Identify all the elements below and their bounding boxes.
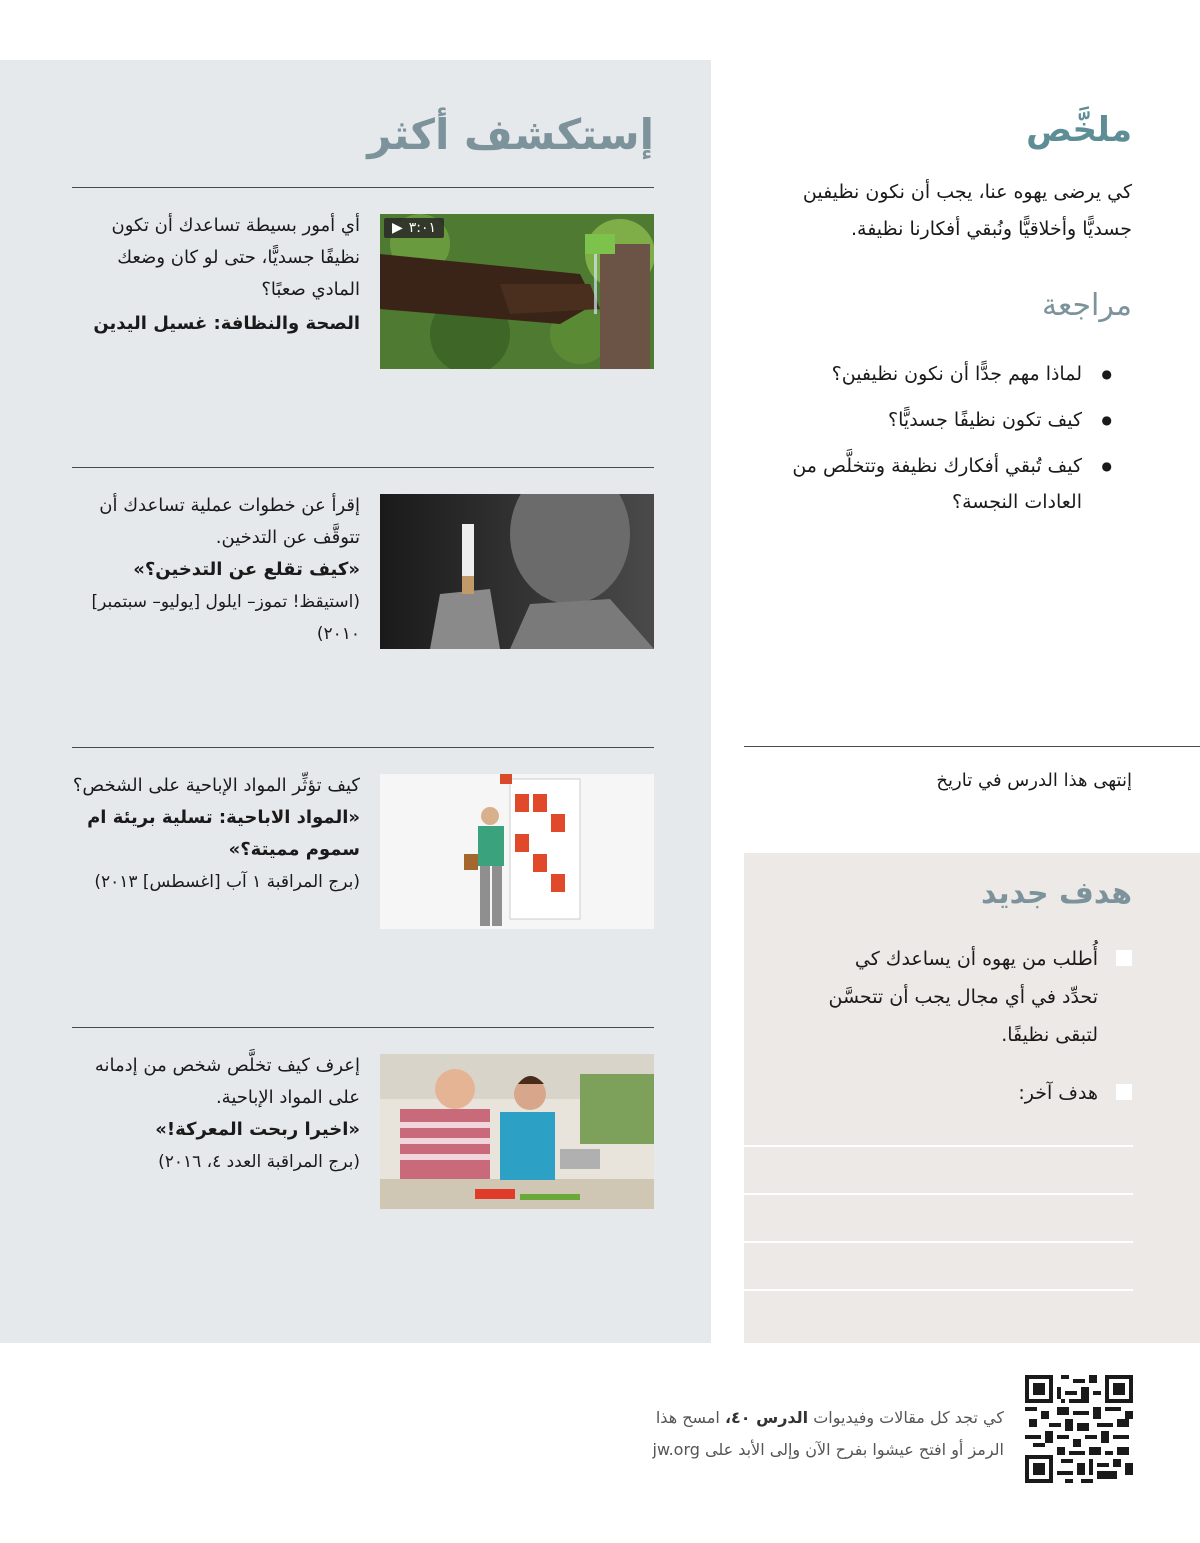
kitchen-couple-image <box>380 1054 654 1209</box>
resource-source: (استيقظ! تموز– ايلول [يوليو– سبتمبر] ٢٠١٠) <box>91 592 360 644</box>
resource-link[interactable]: «اخيرا ربحت المعركة!» <box>155 1119 360 1140</box>
divider <box>72 747 654 748</box>
goal-title: هدف جديد <box>981 876 1132 911</box>
goal-item: أُطلب من يهوه أن يساعدك كي تحدِّد في أي مجال يجب أن تتحسَّن لتبقى نظيفًا. <box>828 948 1098 1046</box>
resource-source: (برج المراقبة ١ آب [اغسطس] ٢٠١٣) <box>94 872 360 892</box>
finished-date-label: إنتهى هذا الدرس في تاريخ <box>936 770 1132 791</box>
divider <box>744 746 1200 747</box>
review-title: مراجعة <box>1041 288 1132 323</box>
summary-text: كي يرضى يهوه عنا، يجب أن نكون نظيفين جسديًّا وأخلاقيًّا ونُبقي أفكارنا نظيفة. <box>802 181 1132 240</box>
writing-line[interactable] <box>744 1241 1133 1243</box>
resource-source: (برج المراقبة العدد ٤، ٢٠١٦) <box>158 1152 360 1172</box>
footer-lesson: الدرس ٤٠، <box>724 1408 809 1427</box>
resource-text <box>72 1050 360 1178</box>
resource-desc: إقرأ عن خطوات عملية تساعدك أن تتوقَّف عن التدخين. <box>99 495 360 548</box>
review-list <box>742 356 1082 530</box>
writing-line[interactable] <box>744 1145 1133 1147</box>
bookstore-man-image <box>380 774 654 929</box>
footer-text-pre: كي تجد كل مقالات وفيديوات <box>813 1408 1004 1427</box>
writing-line[interactable] <box>744 1289 1133 1291</box>
resource-text <box>72 210 360 340</box>
resource-thumbnail-hands[interactable] <box>380 214 654 369</box>
divider <box>72 467 654 468</box>
resource-thumbnail-smoking[interactable] <box>380 494 654 649</box>
resource-text <box>72 770 360 898</box>
resource-thumbnail-bookstore[interactable] <box>380 774 654 929</box>
resource-link[interactable]: الصحة والنظافة: غسيل اليدين <box>93 313 360 334</box>
goal-checkbox[interactable] <box>1116 1084 1132 1100</box>
explore-title: إستكشف أكثر <box>367 110 654 159</box>
play-icon: ▶ <box>392 220 403 236</box>
writing-line[interactable] <box>744 1193 1133 1195</box>
resource-text <box>72 490 360 650</box>
review-question: ● كيف تكون نظيفًا جسديًّا؟ <box>742 402 1082 438</box>
resource-desc: إعرف كيف تخلَّص شخص من إدمانه على المواد الإباحية. <box>94 1055 360 1108</box>
resource-link[interactable]: «كيف تقلع عن التدخين؟» <box>133 559 360 580</box>
qr-code-graphic <box>1025 1375 1133 1483</box>
footer-text-post: امسح هذا الرمز أو افتح عيشوا بفرح الآن وإلى الأبد على jw.org <box>652 1408 1004 1459</box>
resource-desc: أي أمور بسيطة تساعدك أن تكون نظيفًا جسديًّا، حتى لو كان وضعك المادي صعبًا؟ <box>111 215 360 300</box>
divider <box>72 1027 654 1028</box>
footer-text <box>644 1402 1004 1466</box>
review-question: ● لماذا مهم جدًّا أن نكون نظيفين؟ <box>742 356 1082 392</box>
resource-thumbnail-kitchen[interactable] <box>380 1054 654 1209</box>
video-badge <box>384 218 444 238</box>
cigarette-image <box>380 494 654 649</box>
review-question: ● كيف تُبقي أفكارك نظيفة وتتخلَّص من العادات النجسة؟ <box>742 448 1082 520</box>
divider <box>72 187 654 188</box>
summary-title: ملخَّص <box>1026 110 1132 150</box>
resource-desc: كيف تؤثِّر المواد الإباحية على الشخص؟ <box>72 775 360 796</box>
goal-checkbox[interactable] <box>1116 950 1132 966</box>
resource-link[interactable]: «المواد الاباحية: تسلية بريئة ام سموم مميتة؟» <box>87 807 360 860</box>
goal-item: هدف آخر: <box>1018 1082 1098 1104</box>
video-duration: ٣:٠١ <box>408 220 437 236</box>
qr-code-icon[interactable] <box>1025 1375 1133 1483</box>
